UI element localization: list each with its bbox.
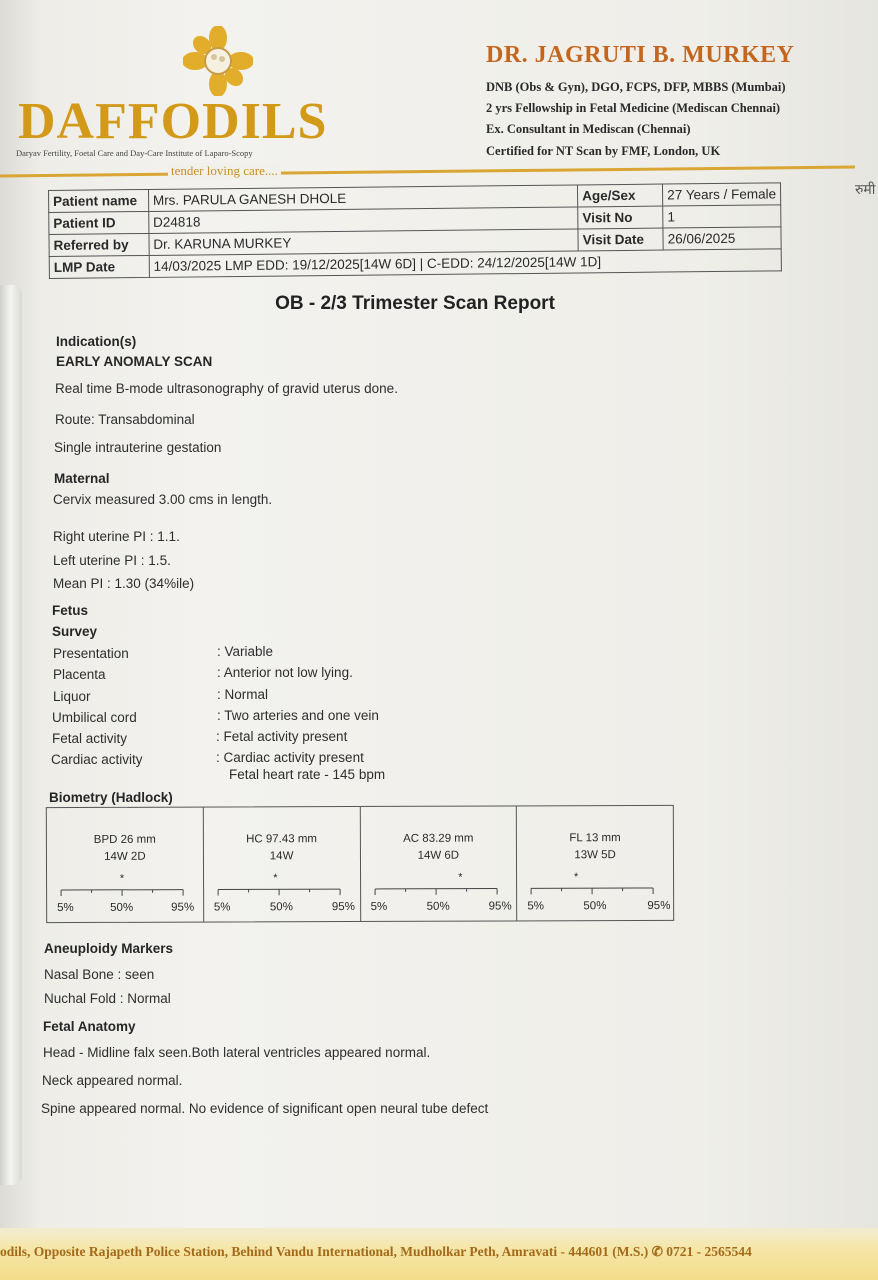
survey-heading: Survey <box>52 624 98 639</box>
indication-value: EARLY ANOMALY SCAN <box>56 354 213 369</box>
fetal-anatomy-heading: Fetal Anatomy <box>43 1019 136 1034</box>
age-sex-value: 27 Years / Female <box>663 183 781 206</box>
nasal-bone-text: Nasal Bone : seen <box>44 967 155 982</box>
fetus-heading: Fetus <box>52 603 89 618</box>
biometry-measure: AC 83.29 mm <box>403 832 474 845</box>
percentile-marker: * <box>457 871 463 884</box>
survey-label: Cardiac activity <box>51 752 143 767</box>
patient-id-label: Patient ID <box>49 211 149 234</box>
aneuploidy-heading: Aneuploidy Markers <box>44 941 174 956</box>
right-uterine-pi: Right uterine PI : 1.1. <box>53 529 180 544</box>
daffodil-flower-icon <box>183 26 253 96</box>
clinic-address: odils, Opposite Rajapeth Police Station, Behind Vandu International, Mudholkar Peth, Amravati - 444601 (M.S.) ✆ 0721 - 2565544 <box>0 1244 752 1259</box>
fetal-heart-rate: Fetal heart rate - 145 bpm <box>229 767 386 782</box>
spine-finding: Spine appeared normal. No evidence of significant open neural tube defect <box>41 1101 489 1116</box>
cervix-text: Cervix measured 3.00 cms in length. <box>53 492 273 507</box>
percentile-marker: * <box>574 871 579 884</box>
survey-value: : Fetal activity present <box>216 729 348 744</box>
biometry-gestational-age: 14W <box>269 850 294 863</box>
percentile-scale <box>361 866 517 901</box>
doctor-ex-consultant: Ex. Consultant in Mediscan (Chennai) <box>486 122 691 136</box>
head-finding: Head - Midline falx seen.Both lateral ventricles appeared normal. <box>43 1045 431 1060</box>
survey-value: : Variable <box>217 644 274 659</box>
percentile-5: 5% <box>213 901 231 914</box>
biometry-heading: Biometry (Hadlock) <box>49 790 173 805</box>
percentile-50: 50% <box>110 901 134 914</box>
doctor-name: DR. JAGRUTI B. MURKEY <box>486 42 795 68</box>
percentile-marker: * <box>119 872 125 885</box>
footer-band <box>0 1228 878 1280</box>
biometry-cell-bpd <box>47 808 204 923</box>
percentile-scale <box>47 868 203 903</box>
biometry-measure: HC 97.43 mm <box>246 833 318 846</box>
neck-finding: Neck appeared normal. <box>42 1073 183 1088</box>
biometry-measure: FL 13 mm <box>569 832 621 845</box>
percentile-scale <box>517 866 673 901</box>
left-uterine-pi: Left uterine PI : 1.5. <box>53 553 171 568</box>
biometry-chart <box>46 805 674 923</box>
percentile-50: 50% <box>583 900 607 913</box>
survey-value: : Two arteries and one vein <box>217 708 379 723</box>
maternal-heading: Maternal <box>54 471 110 486</box>
biometry-gestational-age: 13W 5D <box>574 849 616 862</box>
file-binder-clip <box>0 285 22 1185</box>
biometry-cell-fl <box>517 806 673 921</box>
patient-name-label: Patient name <box>49 189 149 212</box>
visit-no-value: 1 <box>663 205 781 228</box>
report-title: OB - 2/3 Trimester Scan Report <box>275 293 555 314</box>
doctor-fellowship: 2 yrs Fellowship in Fetal Medicine (Mediscan Chennai) <box>486 101 781 115</box>
mean-pi: Mean PI : 1.30 (34%ile) <box>53 576 195 591</box>
percentile-95: 95% <box>647 899 671 912</box>
gestation-text: Single intrauterine gestation <box>54 440 222 455</box>
indication-heading: Indication(s) <box>56 334 137 349</box>
survey-label: Fetal activity <box>52 731 128 746</box>
percentile-95: 95% <box>171 901 195 914</box>
survey-label: Placenta <box>53 667 106 682</box>
lmp-date-value: 14/03/2025 LMP EDD: 19/12/2025[14W 6D] | C-EDD: 24/12/2025[14W 1D] <box>149 249 781 278</box>
referred-by-value: Dr. KARUNA MURKEY <box>149 229 579 255</box>
percentile-scale <box>204 867 360 902</box>
survey-value: : Anterior not low lying. <box>217 665 353 680</box>
nuchal-fold-text: Nuchal Fold : Normal <box>44 991 171 1006</box>
patient-id-value: D24818 <box>149 207 579 233</box>
percentile-marker: * <box>272 872 278 885</box>
percentile-5: 5% <box>370 900 388 913</box>
percentile-5: 5% <box>527 900 545 913</box>
biometry-gestational-age: 14W 2D <box>104 850 146 863</box>
age-sex-label: Age/Sex <box>578 184 663 207</box>
survey-label: Liquor <box>53 689 91 704</box>
biometry-gestational-age: 14W 6D <box>417 849 460 862</box>
survey-label: Presentation <box>53 646 129 661</box>
scan-method-text: Real time B-mode ultrasonography of gravid uterus done. <box>55 381 398 396</box>
patient-name-value: Mrs. PARULA GANESH DHOLE <box>148 185 578 211</box>
percentile-50: 50% <box>426 900 450 913</box>
visit-no-label: Visit No <box>578 206 663 229</box>
route-text: Route: Transabdominal <box>55 412 195 427</box>
survey-value: : Cardiac activity present <box>216 750 364 765</box>
clinic-logo-wordmark: DAFFODILS <box>18 93 328 150</box>
lmp-date-label: LMP Date <box>49 255 149 278</box>
percentile-95: 95% <box>488 900 512 913</box>
visit-date-label: Visit Date <box>578 228 663 251</box>
percentile-95: 95% <box>331 901 355 914</box>
handwritten-side-mark: रुमी <box>855 181 876 197</box>
survey-label: Umbilical cord <box>52 710 137 725</box>
percentile-50: 50% <box>269 901 293 914</box>
doctor-qualification: DNB (Obs & Gyn), DGO, FCPS, DFP, MBBS (Mumbai) <box>486 80 786 94</box>
referred-by-label: Referred by <box>49 233 149 256</box>
biometry-measure: BPD 26 mm <box>93 833 156 846</box>
biometry-cell-ac <box>360 806 517 921</box>
doctor-certification: Certified for NT Scan by FMF, London, UK <box>486 144 721 158</box>
visit-date-value: 26/06/2025 <box>663 227 781 250</box>
percentile-5: 5% <box>57 901 74 915</box>
clinic-tagline: tender loving care.... <box>168 163 281 179</box>
clinic-subtitle: Daryav Fertility, Foetal Care and Day-Care Institute of Laparo-Scopy <box>16 148 253 158</box>
patient-info-table <box>48 182 782 279</box>
survey-value: : Normal <box>217 687 269 702</box>
biometry-cell-hc <box>204 807 361 922</box>
